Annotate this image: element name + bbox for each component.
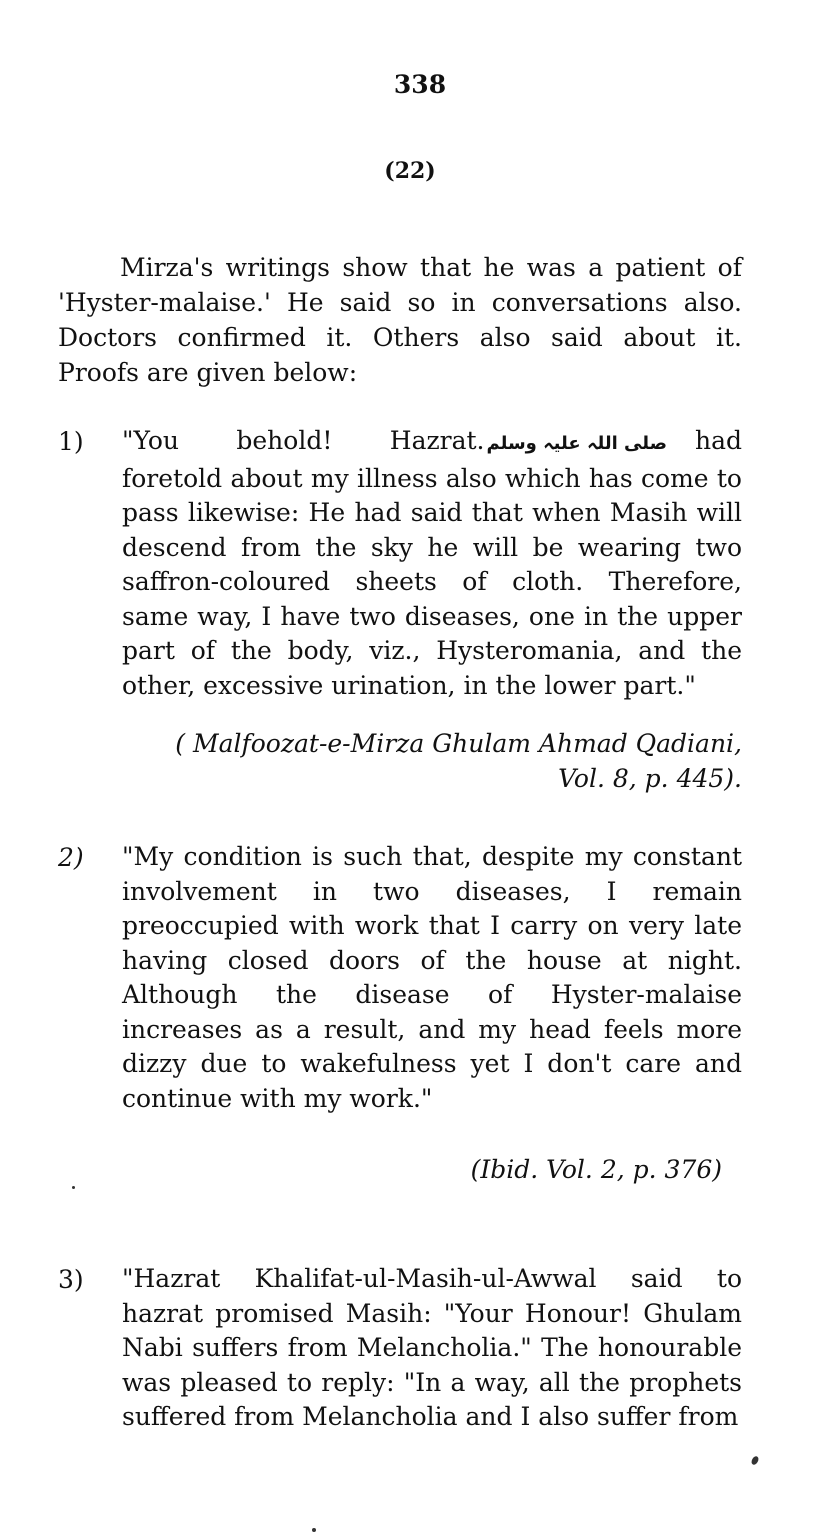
scan-speck [750, 1455, 760, 1466]
item-text [122, 424, 742, 703]
quote-text-start: "You behold! Hazrat. [122, 426, 485, 455]
citation-1 [175, 726, 742, 796]
item-number: 1) [58, 427, 84, 456]
arabic-honorific: صلی اللہ علیہ وسلم [486, 433, 667, 454]
citation-2: (Ibid. Vol. 2, p. 376) [470, 1155, 722, 1184]
scan-speck [72, 1186, 75, 1189]
citation-line-2: Vol. 8, p. 445). [558, 764, 742, 793]
page-number: 338 [393, 70, 447, 99]
chapter-number: (22) [384, 158, 436, 184]
item-text: "Hazrat Khalifat-ul-Masih-ul-Awwal said to hazrat promised Masih: "Your Honour! Ghulam Nabi suffers from Melancholia." The honourable was pleased to reply: "In a way, all the prophets suffered from Melancholia and I also suffer from [122, 1264, 742, 1431]
item-text: "My condition is such that, despite my constant involvement in two diseases, I remain preoccupied with work that I carry on very late having closed doors of the house at night. Although the disease of Hyster-malaise increases as a result, and my head feels more dizzy due to wakefulness yet I don't care and continue with my work." [122, 842, 742, 1113]
item-number: 2) [58, 843, 84, 872]
item-number: 3) [58, 1265, 84, 1294]
scan-speck [312, 1528, 316, 1532]
quote-text-rest: had foretold about my illness also which has come to pass likewise: He had said that when Masih will descend from the sky he will be wearing two saffron-coloured sheets of cloth. Therefore, same way, I have two diseases, one in the upper part of the body, viz., Hysteromania, and the other, excessive urination, in the lower part." [122, 426, 742, 700]
citation-line-1: ( Malfoozat-e-Mirza Ghulam Ahmad Qadiani, [175, 729, 742, 758]
intro-paragraph: Mirza's writings show that he was a patient of 'Hyster-malaise.' He said so in conversations also. Doctors confirmed it. Others also said about it. Proofs are given below: [58, 253, 742, 387]
